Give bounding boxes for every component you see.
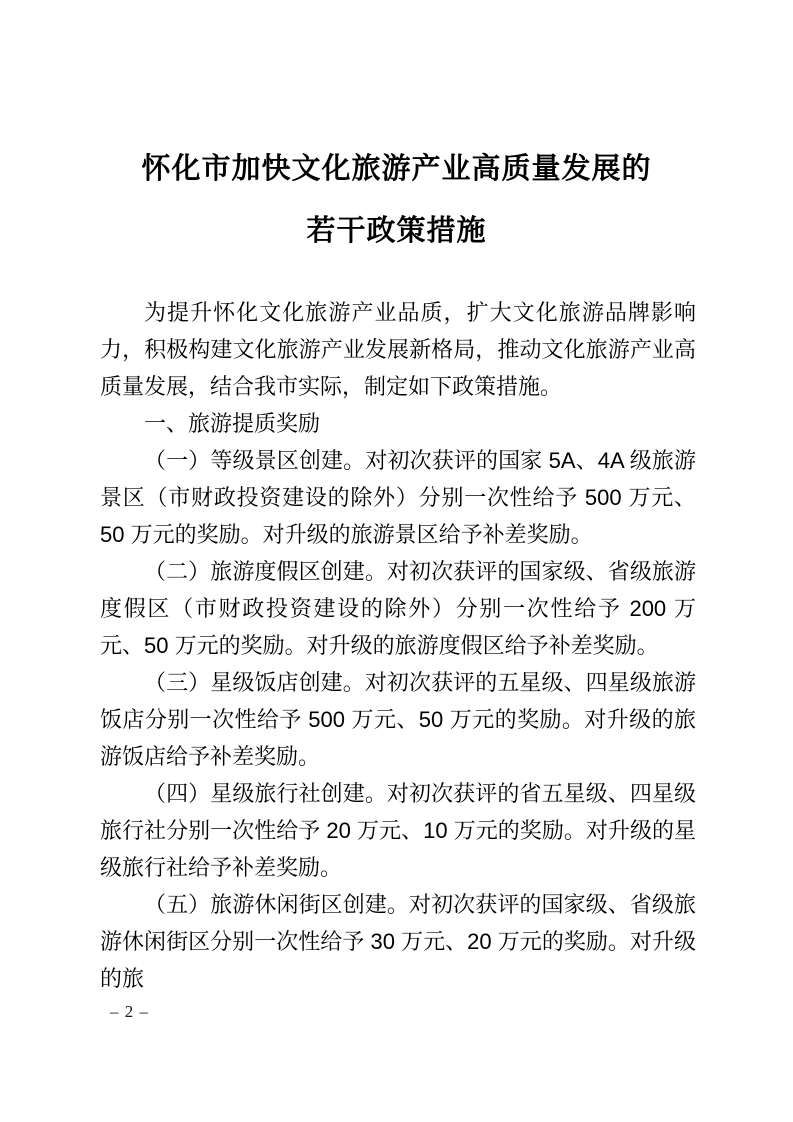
policy-item-5-leisure-street: （五）旅游休闲街区创建。对初次获评的国家级、省级旅游休闲街区分别一次性给予 30 万元、20 万元的奖励。对升级的旅 (100, 892, 696, 991)
title-line-2: 若干政策措施 (306, 215, 487, 247)
title-line-1: 怀化市加快文化旅游产业高质量发展的 (141, 153, 652, 185)
policy-item-3-star-hotel: （三）星级饭店创建。对初次获评的五星级、四星级旅游饭店分别一次性给予 500 万元、50 万元的奖励。对升级的旅游饭店给予补差奖励。 (100, 670, 696, 769)
policy-item-2-resort-area: （二）旅游度假区创建。对初次获评的国家级、省级旅游度假区（市财政投资建设的除外）分别一次性给予 200 万元、50 万元的奖励。对升级的旅游度假区给予补差奖励。 (100, 559, 696, 658)
document-body (100, 294, 696, 997)
policy-item-1-scenic-area: （一）等级景区创建。对初次获评的国家 5A、4A 级旅游景区（市财政投资建设的除外）分别一次性给予 500 万元、50 万元的奖励。对升级的旅游景区给予补差奖励。 (100, 448, 696, 547)
page-number: – 2 – (110, 1002, 149, 1021)
document-title (0, 0, 793, 262)
section-heading-tourism-quality-rewards: 一、旅游提质奖励 (144, 411, 321, 436)
policy-item-4-travel-agency: （四）星级旅行社创建。对初次获评的省五星级、四星级旅行社分别一次性给予 20 万元、10 万元的奖励。对升级的星级旅行社给予补差奖励。 (100, 781, 696, 880)
intro-paragraph: 为提升怀化文化旅游产业品质，扩大文化旅游品牌影响力，积极构建文化旅游产业发展新格局，推动文化旅游产业高质量发展，结合我市实际，制定如下政策措施。 (100, 300, 696, 399)
